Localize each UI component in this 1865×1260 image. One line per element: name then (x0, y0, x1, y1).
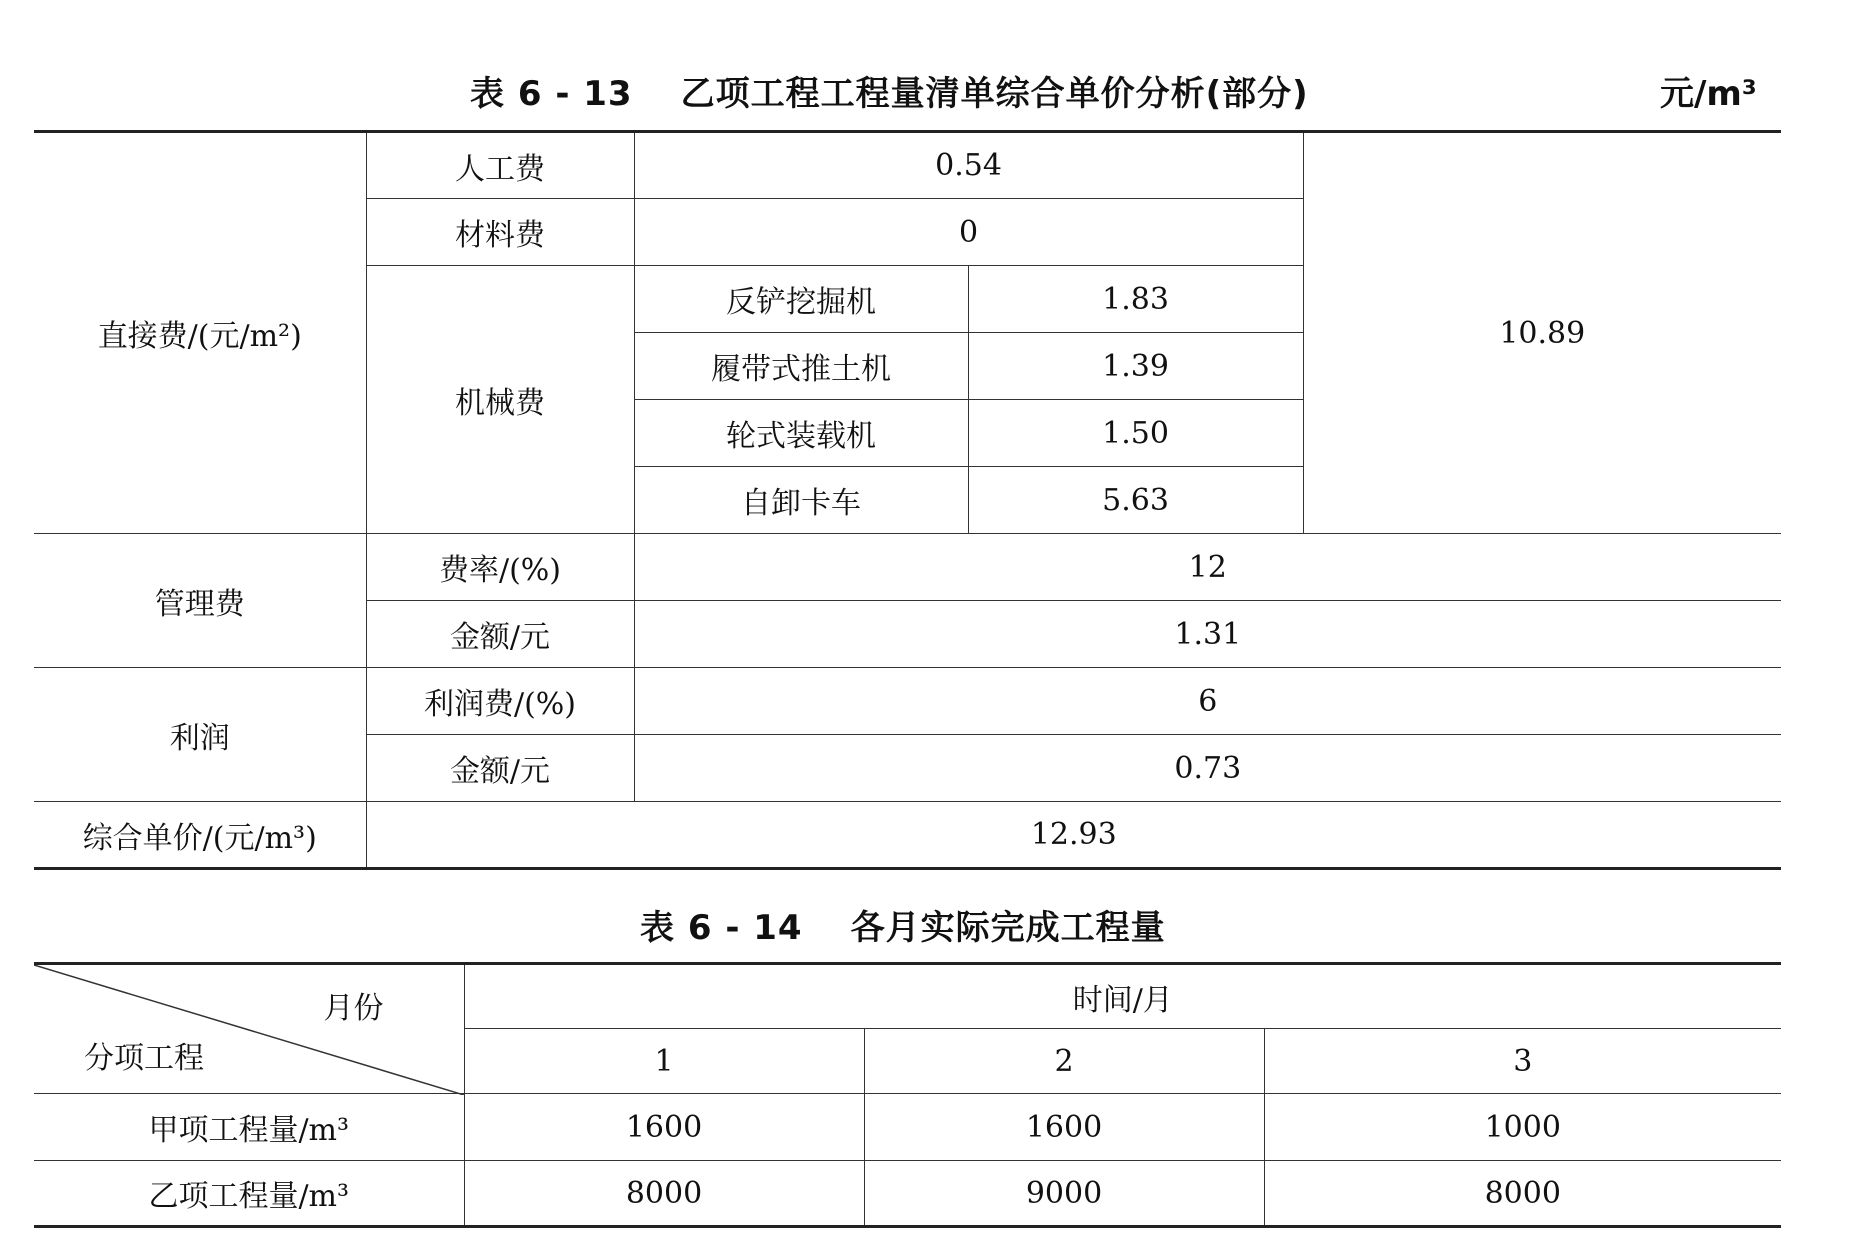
header-time-label: 时间/月 (464, 964, 1781, 1029)
quantity-cell: 1000 (1264, 1094, 1781, 1161)
unit-price-analysis-table (34, 130, 1781, 870)
row-label: 乙项工程量/m³ (34, 1161, 464, 1227)
profit-label: 利润 (34, 668, 366, 802)
quantity-cell: 1600 (464, 1094, 864, 1161)
table1-caption-number: 表 6 - 13 (470, 74, 633, 114)
management-rate-label: 费率/(%) (366, 534, 634, 601)
monthly-quantity-table (34, 962, 1781, 1228)
table-row (34, 1161, 1781, 1227)
machine-value: 5.63 (968, 467, 1303, 534)
management-amount-value: 1.31 (634, 601, 1781, 668)
month-header: 3 (1264, 1029, 1781, 1094)
quantity-cell: 9000 (864, 1161, 1264, 1227)
table2-caption (640, 900, 1166, 949)
management-fee-label: 管理费 (34, 534, 366, 668)
table1-caption (470, 66, 1309, 115)
direct-cost-total: 10.89 (1303, 132, 1781, 534)
profit-amount-value: 0.73 (634, 735, 1781, 802)
diagonal-header-cell (34, 964, 464, 1094)
machine-cost-label: 机械费 (366, 266, 634, 534)
labor-cost-label: 人工费 (366, 132, 634, 199)
table-row (34, 1094, 1781, 1161)
machine-value: 1.83 (968, 266, 1303, 333)
machine-name: 履带式推土机 (634, 333, 968, 400)
row-label: 甲项工程量/m³ (34, 1094, 464, 1161)
header-month-label: 月份 (323, 991, 384, 1026)
management-amount-label: 金额/元 (366, 601, 634, 668)
machine-value: 1.39 (968, 333, 1303, 400)
material-cost-label: 材料费 (366, 199, 634, 266)
machine-name: 自卸卡车 (634, 467, 968, 534)
direct-cost-label: 直接费/(元/m²) (34, 132, 366, 534)
machine-name: 轮式装载机 (634, 400, 968, 467)
table2-caption-title: 各月实际完成工程量 (850, 908, 1166, 948)
profit-rate-value: 6 (634, 668, 1781, 735)
table1-unit: 元/m³ (1660, 74, 1757, 114)
unit-price-value: 12.93 (366, 802, 1781, 869)
table2-caption-number: 表 6 - 14 (640, 908, 803, 948)
month-header: 1 (464, 1029, 864, 1094)
management-rate-value: 12 (634, 534, 1781, 601)
labor-cost-value: 0.54 (634, 132, 1303, 199)
table1-caption-title: 乙项工程工程量清单综合单价分析(部分) (680, 74, 1309, 114)
quantity-cell: 8000 (1264, 1161, 1781, 1227)
quantity-cell: 1600 (864, 1094, 1264, 1161)
machine-value: 1.50 (968, 400, 1303, 467)
month-header: 2 (864, 1029, 1264, 1094)
machine-name: 反铲挖掘机 (634, 266, 968, 333)
quantity-cell: 8000 (464, 1161, 864, 1227)
header-item-label: 分项工程 (84, 1041, 204, 1076)
material-cost-value: 0 (634, 199, 1303, 266)
profit-rate-label: 利润费/(%) (366, 668, 634, 735)
unit-price-label: 综合单价/(元/m³) (34, 802, 366, 869)
profit-amount-label: 金额/元 (366, 735, 634, 802)
